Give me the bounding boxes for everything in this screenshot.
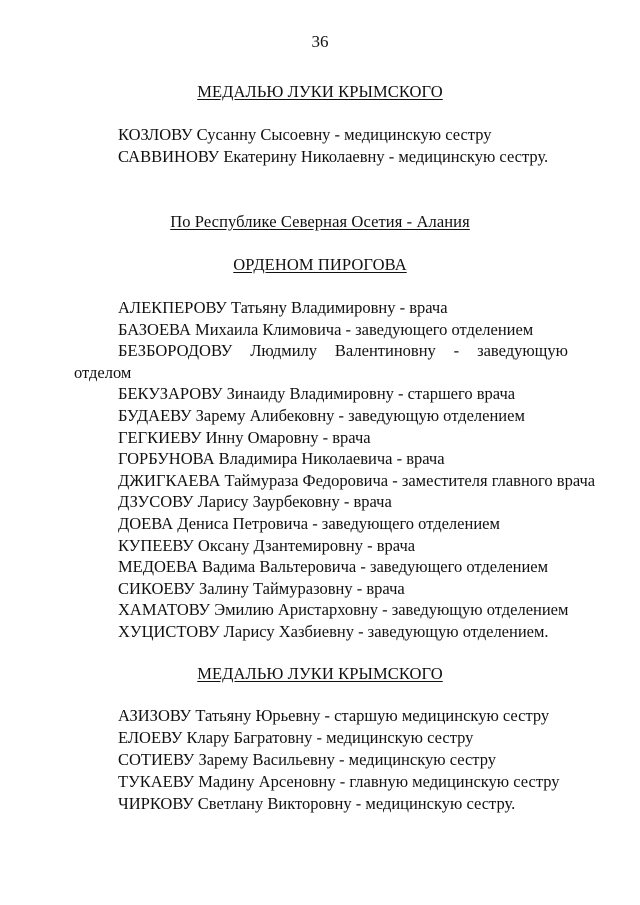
- list-item: ДОЕВА Дениса Петровича - заведующего отделением: [118, 513, 500, 533]
- list-item: ЕЛОЕВУ Клару Багратовну - медицинскую сестру: [118, 728, 474, 747]
- section-heading-medal-luka-1: МЕДАЛЬЮ ЛУКИ КРЫМСКОГО: [197, 82, 443, 101]
- list-item: ГОРБУНОВА Владимира Николаевича - врача: [118, 449, 445, 469]
- list-item: ДЗУСОВУ Ларису Заурбековну - врача: [118, 492, 392, 512]
- order-pirogov-list: [0, 297, 640, 643]
- list-item: МЕДОЕВА Вадима Вальтеровича - заведующего отделением: [118, 557, 549, 577]
- list-item-long: [0, 340, 568, 362]
- section-heading-order-pirogov: ОРДЕНОМ ПИРОГОВА: [233, 255, 407, 274]
- long-entry-part: заведующую: [477, 341, 568, 361]
- list-item: ХАМАТОВУ Эмилию Аристарховну - заведующую отделением: [118, 600, 569, 620]
- medal-luka-list-1: [0, 124, 640, 168]
- long-entry-part: -: [453, 341, 460, 361]
- long-entry-part: Валентиновну: [334, 341, 436, 361]
- list-item: САВВИНОВУ Екатерину Николаевну - медицинскую сестру.: [118, 147, 549, 166]
- list-item: БУДАЕВУ Зарему Алибековну - заведующую отделением: [118, 405, 525, 425]
- list-item: КОЗЛОВУ Сусанну Сысоевну - медицинскую сестру: [118, 125, 492, 144]
- long-entry-part: Людмилу: [250, 341, 318, 361]
- list-item: БАЗОЕВА Михаила Климовича - заведующего отделением: [118, 319, 534, 339]
- list-item: СИКОЕВУ Залину Таймуразовну - врача: [118, 578, 405, 598]
- list-item: АЗИЗОВУ Татьяну Юрьевну - старшую медицинскую сестру: [118, 706, 550, 725]
- list-item: ДЖИГКАЕВА Таймураза Федоровича - заместителя главного врача: [118, 470, 596, 490]
- medal-luka-list-2: [0, 705, 640, 815]
- list-item: ЧИРКОВУ Светлану Викторовну - медицинскую сестру.: [118, 794, 516, 813]
- page-number: 36: [311, 32, 329, 51]
- long-entry-part: БЕЗБОРОДОВУ: [118, 341, 233, 361]
- list-item: БЕКУЗАРОВУ Зинаиду Владимировну - старшего врача: [118, 384, 516, 404]
- list-item: ГЕГКИЕВУ Инну Омаровну - врача: [118, 427, 371, 447]
- section-heading-medal-luka-2: МЕДАЛЬЮ ЛУКИ КРЫМСКОГО: [197, 664, 443, 683]
- list-item: ТУКАЕВУ Мадину Арсеновну - главную медицинскую сестру: [118, 772, 560, 791]
- region-heading: По Республике Северная Осетия - Алания: [170, 212, 470, 231]
- list-item: АЛЕКПЕРОВУ Татьяну Владимировну - врача: [118, 298, 448, 317]
- list-item: КУПЕЕВУ Оксану Дзантемировну - врача: [118, 535, 416, 555]
- list-item: СОТИЕВУ Зарему Васильевну - медицинскую сестру: [118, 750, 496, 769]
- list-item-continuation: отделом: [74, 362, 132, 382]
- list-item: ХУЦИСТОВУ Ларису Хазбиевну - заведующую отделением.: [118, 621, 549, 641]
